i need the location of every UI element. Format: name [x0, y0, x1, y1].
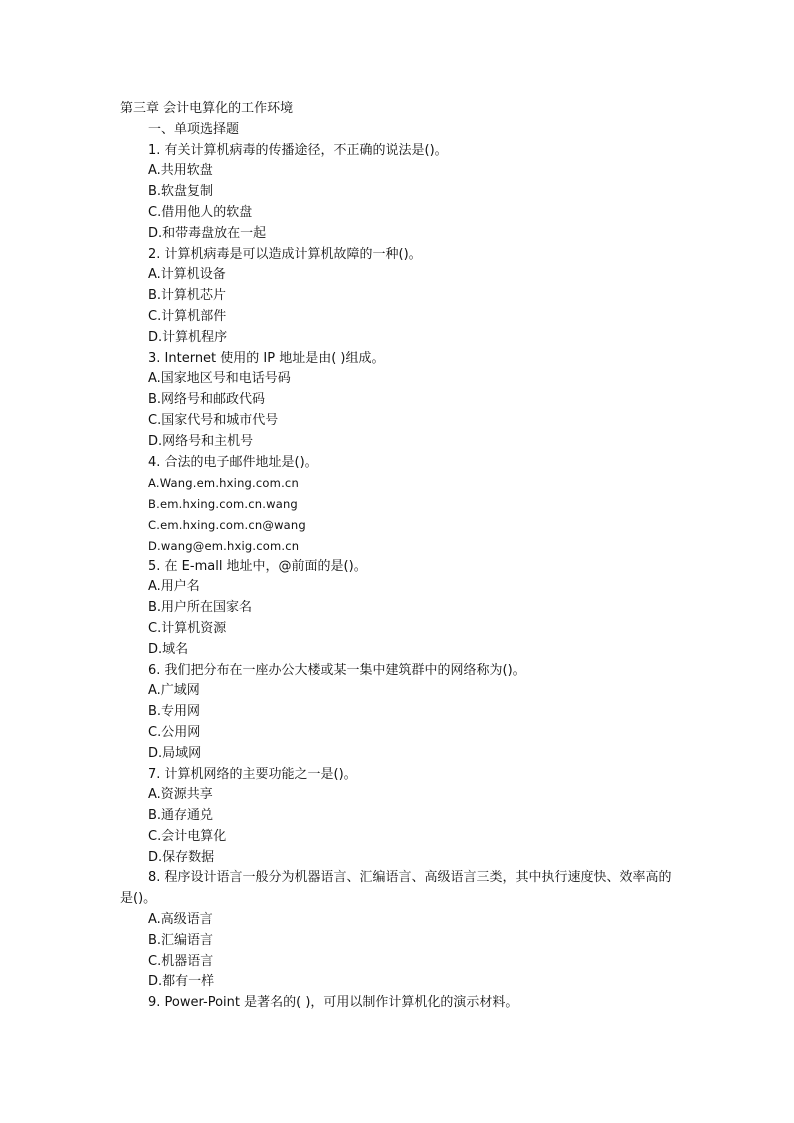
option-b: B.em.hxing.com.cn.wang: [148, 497, 298, 512]
option-d: D.网络号和主机号: [148, 433, 254, 449]
option-a: A.Wang.em.hxing.com.cn: [148, 476, 299, 491]
option-d: D.wang@em.hxig.com.cn: [148, 538, 300, 553]
question-stem: 9. Power-Point 是著名的( )，可用以制作计算机化的演示材料。: [148, 995, 519, 1011]
question-stem: 3. Internet 使用的 IP 地址是由( )组成。: [148, 350, 385, 366]
section-title: 一、单项选择题: [148, 121, 240, 137]
option-c: C.国家代号和城市代号: [148, 412, 279, 428]
option-a: A.高级语言: [148, 912, 213, 928]
option-a: A.资源共享: [148, 787, 213, 803]
chapter-title: 第三章 会计电算化的工作环境: [120, 101, 294, 116]
option-c: C.借用他人的软盘: [148, 204, 253, 220]
question-stem: 6. 我们把分布在一座办公大楼或某一集中建筑群中的网络称为()。: [148, 662, 526, 678]
option-d: D.都有一样: [148, 974, 215, 990]
option-b: B.通存通兑: [148, 808, 214, 824]
document-body: [120, 99, 680, 1014]
option-b: B.软盘复制: [148, 184, 214, 200]
question-stem: 2. 计算机病毒是可以造成计算机故障的一种()。: [148, 246, 422, 262]
option-a: A.共用软盘: [148, 163, 213, 179]
option-d: D.保存数据: [148, 849, 215, 865]
option-d: D.计算机程序: [148, 329, 228, 345]
option-d: D.局域网: [148, 745, 202, 761]
option-b: B.计算机芯片: [148, 288, 227, 304]
question-stem: 4. 合法的电子邮件地址是()。: [148, 454, 318, 470]
question-stem: 7. 计算机网络的主要功能之一是()。: [148, 766, 357, 782]
question-stem: 1. 有关计算机病毒的传播途径，不正确的说法是()。: [148, 142, 448, 158]
question-stem: 8. 程序设计语言一般分为机器语言、汇编语言、高级语言三类，其中执行速度快、效率高的是()。: [120, 870, 672, 907]
option-b: B.网络号和邮政代码: [148, 392, 266, 408]
option-c: C.计算机部件: [148, 308, 227, 324]
option-a: A.用户名: [148, 579, 200, 595]
option-c: C.公用网: [148, 724, 201, 740]
option-c: C.计算机资源: [148, 620, 227, 636]
option-c: C.会计电算化: [148, 828, 227, 844]
option-b: B.用户所在国家名: [148, 600, 253, 616]
option-a: A.国家地区号和电话号码: [148, 371, 291, 387]
option-d: D.和带毒盘放在一起: [148, 225, 267, 241]
option-d: D.域名: [148, 641, 189, 657]
option-a: A.计算机设备: [148, 267, 226, 283]
option-b: B.专用网: [148, 704, 201, 720]
option-c: C.em.hxing.com.cn@wang: [148, 517, 306, 532]
option-b: B.汇编语言: [148, 932, 214, 948]
option-c: C.机器语言: [148, 953, 214, 969]
option-a: A.广域网: [148, 683, 200, 699]
question-stem: 5. 在 E-mall 地址中，@前面的是()。: [148, 558, 367, 574]
